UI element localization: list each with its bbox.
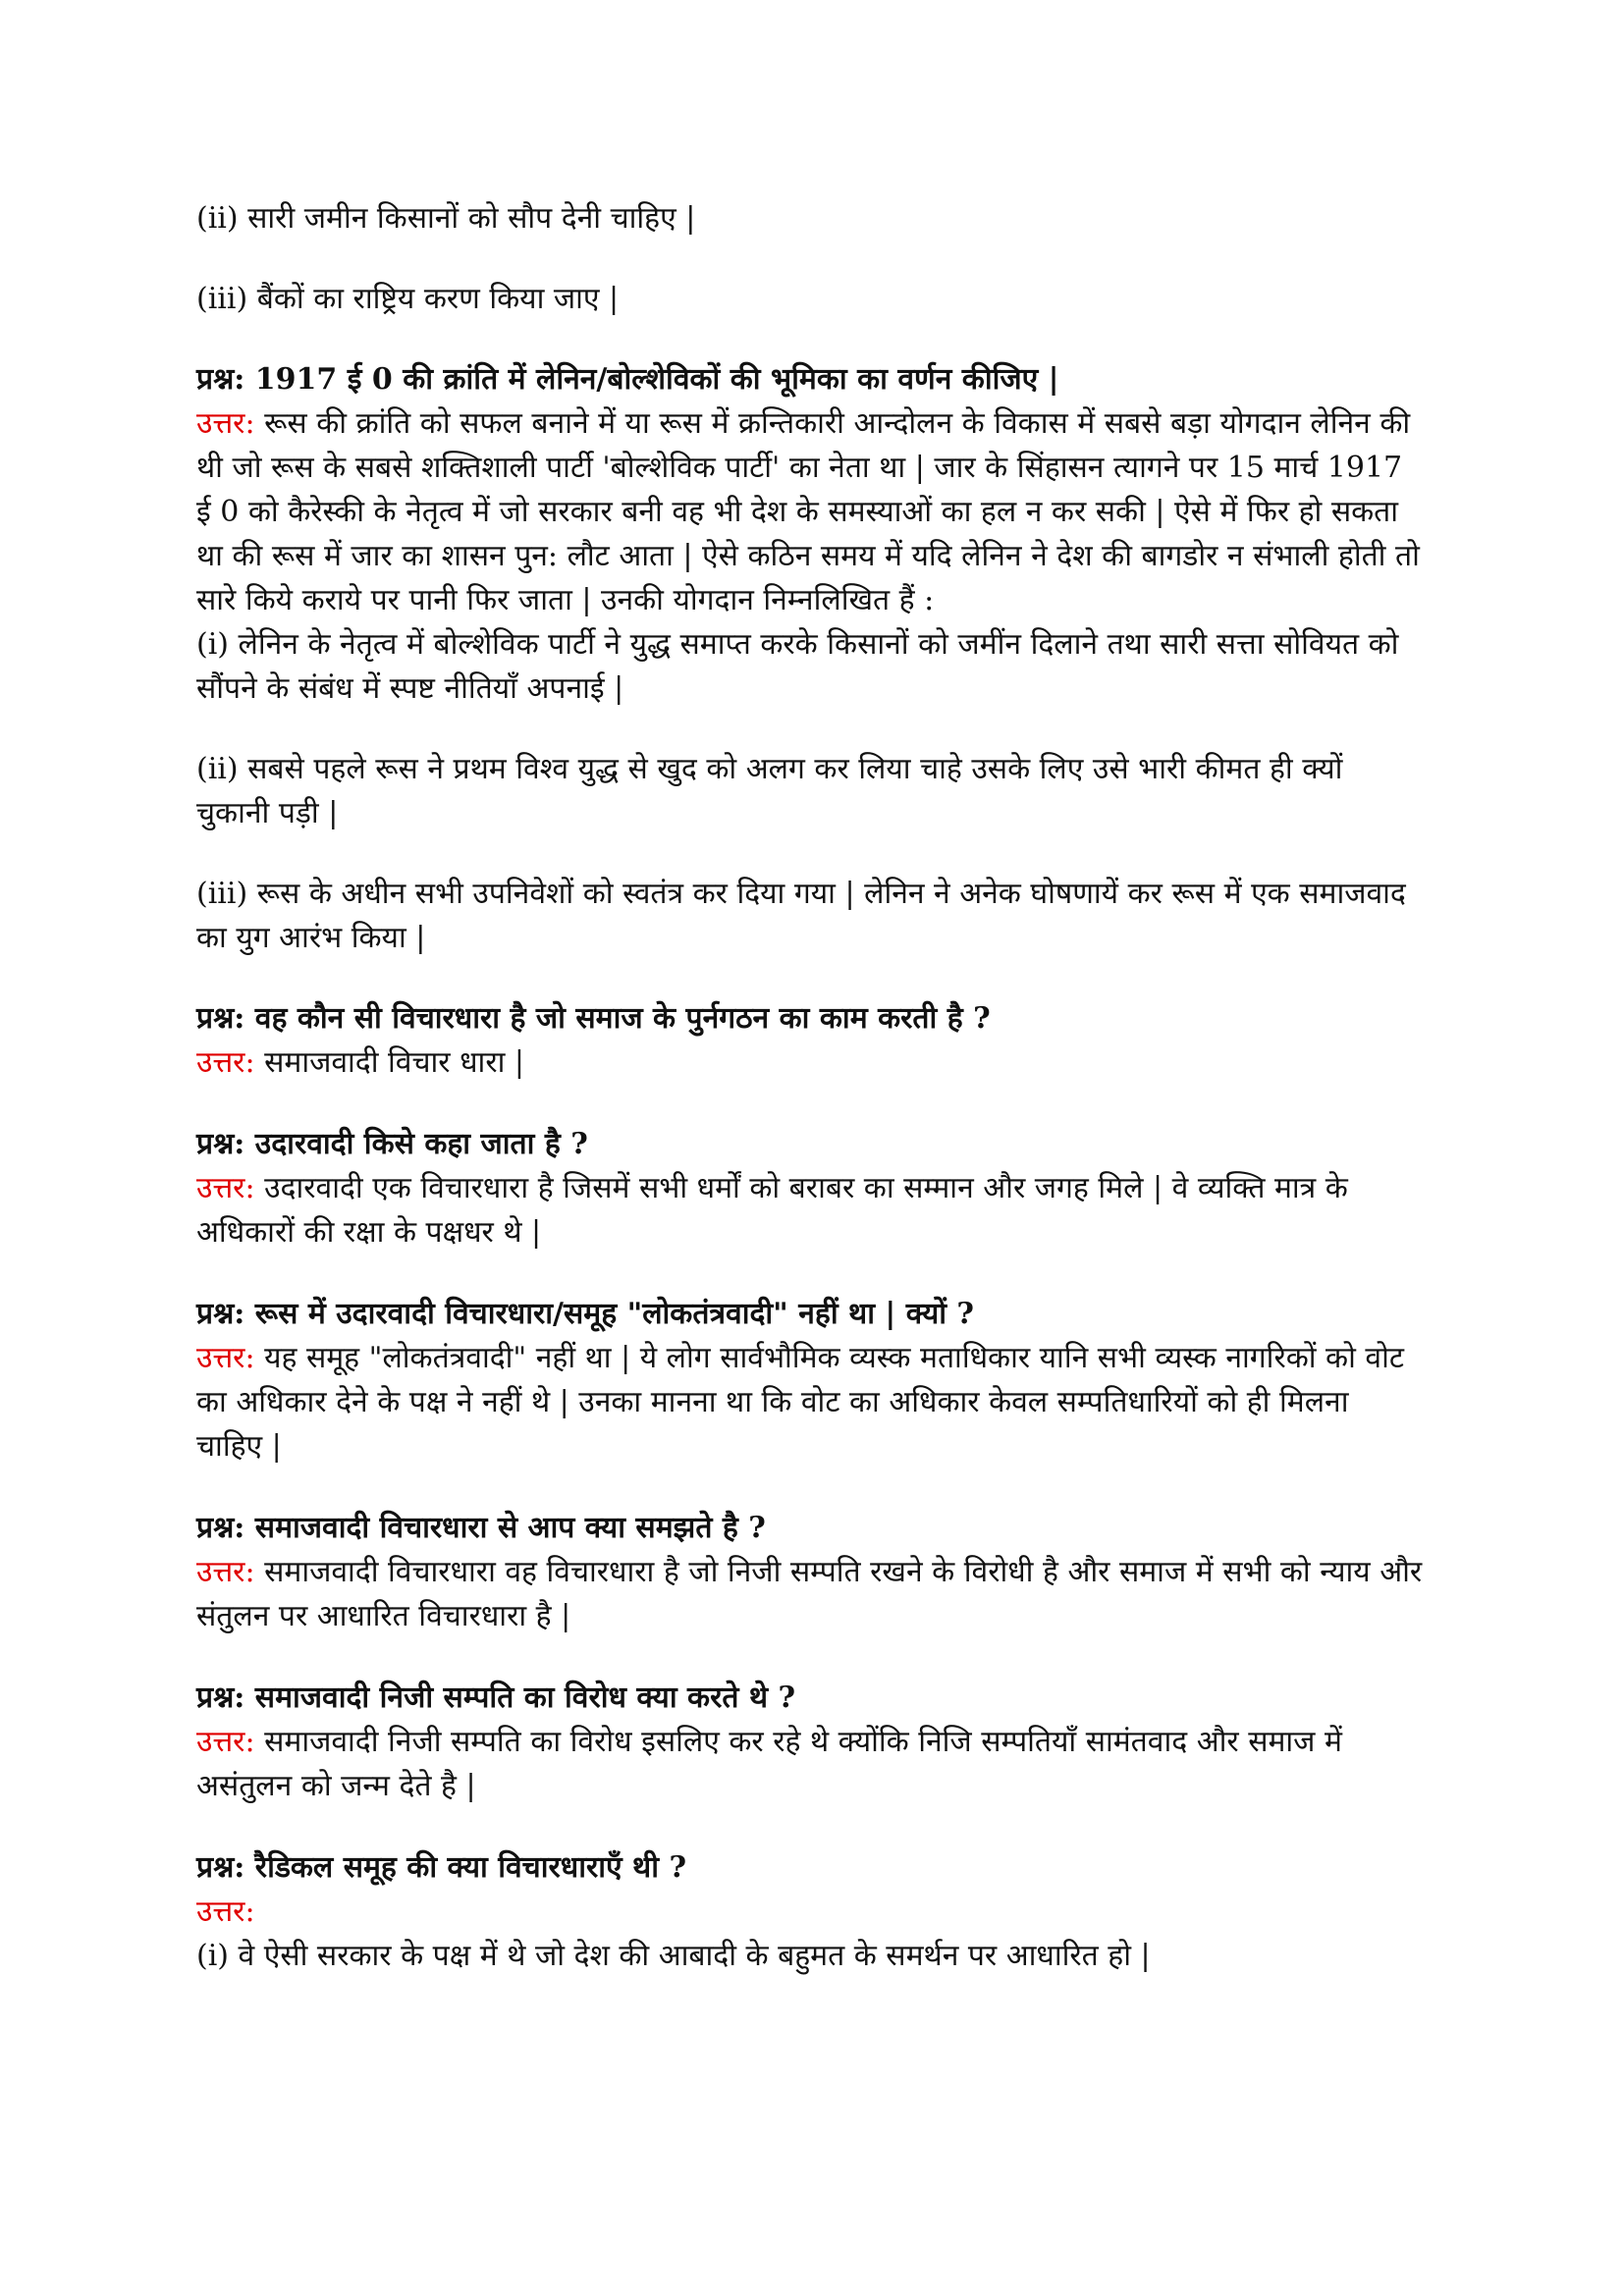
answer-point-iii: (iii) रूस के अधीन सभी उपनिवेशों को स्वतंत्र कर दिया गया | लेनिन ने अनेक घोषणायें कर रूस में एक समाजवाद का युग आरंभ किया |: [196, 877, 1406, 955]
intro-item-ii: (ii) सारी जमीन किसानों को सौप देनी चाहिए |: [196, 201, 696, 236]
answer-paragraph: [196, 401, 1424, 622]
answer-paragraph: [196, 1720, 1424, 1808]
answer-text: समाजवादी विचार धारा |: [254, 1045, 525, 1080]
question-heading: प्रश्न: समाजवादी निजी सम्पति का विरोध क्या करते थे ?: [196, 1681, 796, 1715]
qa-block-liberal-not-democratic: [196, 1292, 1424, 1468]
question-heading: प्रश्न: रूस में उदारवादी विचारधारा/समूह "लोकतंत्रवादी" नहीं था | क्यों ?: [196, 1297, 975, 1331]
answer-paragraph: [196, 1890, 1424, 1934]
qa-block-private-property: [196, 1676, 1424, 1808]
answer-text: उदारवादी एक विचारधारा है जिसमें सभी धर्मों को बराबर का सम्मान और जगह मिले | वे व्यक्ति मात्र के अधिकारों की रक्षा के पक्षधर थे |: [196, 1171, 1348, 1250]
answer-text: समाजवादी निजी सम्पति का विरोध इसलिए कर रहे थे क्योंकि निजि सम्पतियाँ सामंतवाद और समाज में असंतुलन को जन्म देते है |: [196, 1725, 1342, 1803]
qa-block-lenin-role: [196, 357, 1424, 960]
answer-text: रूस की क्रांति को सफल बनाने में या रूस में क्रन्तिकारी आन्दोलन के विकास में सबसे बड़ा योगदान लेनिन की थी जो रूस के सबसे शक्तिशाली पार्टी 'बोल्शेविक पार्टी' का नेता था | जार के सिंहासन त्यागने पर 15 मार्च 1917 ई 0 को कैरेस्की के नेतृत्व में जो सरकार बनी वह भी देश के समस्याओं का हल न कर सकी | ऐसे में फिर हो सकता था की रूस में जार का शासन पुन: लौट आता | ऐसे कठिन समय में यदि लेनिन ने देश की बागडोर न संभाली होती तो सारे किये कराये पर पानी फिर जाता | उनकी योगदान निम्नलिखित हैं :: [196, 406, 1420, 617]
answer-paragraph: [196, 1336, 1424, 1468]
intro-item-iii: (iii) बैंकों का राष्ट्रिय करण किया जाए |: [196, 282, 620, 316]
question-heading: प्रश्न: वह कौन सी विचारधारा है जो समाज के पुर्नगठन का काम करती है ?: [196, 1001, 991, 1036]
answer-paragraph: [196, 1550, 1424, 1638]
answer-point-i: (i) वे ऐसी सरकार के पक्ष में थे जो देश की आबादी के बहुमत के समर्थन पर आधारित हो |: [196, 1939, 1151, 1973]
qa-block-reorganization-ideology: [196, 996, 1424, 1085]
answer-paragraph: [196, 1041, 1424, 1085]
answer-label: उत्तर:: [196, 1045, 255, 1080]
qa-block-liberal-definition: [196, 1122, 1424, 1255]
answer-text: यह समूह "लोकतंत्रवादी" नहीं था | ये लोग सार्वभौमिक व्यस्क मताधिकार यानि सभी व्यस्क नागरिकों को वोट का अधिकार देने के पक्ष ने नहीं थे | उनका मानना था कि वोट का अधिकार केवल सम्पतिधारियों को ही मिलना चाहिए |: [196, 1341, 1404, 1464]
answer-label: उत्तर:: [196, 1555, 255, 1589]
answer-label: उत्तर:: [196, 1725, 255, 1759]
answer-label: उत्तर:: [196, 1171, 255, 1205]
qa-block-radical-ideology: [196, 1845, 1424, 1978]
answer-label: उत्तर:: [196, 1341, 255, 1375]
answer-point-i: (i) लेनिन के नेतृत्व में बोल्शेविक पार्टी ने युद्ध समाप्त करके किसानों को जमींन दिलाने तथा सारी सत्ता सोवियत को सौंपने के संबंध में स्पष्ट नीतियाँ अपनाई |: [196, 627, 1399, 706]
question-heading: प्रश्न: 1917 ई 0 की क्रांति में लेनिन/बोल्शेविकों की भूमिका का वर्णन कीजिए |: [196, 362, 1059, 397]
answer-point-ii: (ii) सबसे पहले रूस ने प्रथम विश्व युद्ध से खुद को अलग कर लिया चाहे उसके लिए उसे भारी कीमत ही क्यों चुकानी पड़ी |: [196, 752, 1343, 830]
question-heading: प्रश्न: रैडिकल समूह की क्या विचारधाराएँ थी ?: [196, 1850, 687, 1885]
document-page: [196, 196, 1424, 2015]
answer-label: उत्तर:: [196, 1895, 255, 1929]
question-heading: प्रश्न: उदारवादी किसे कहा जाता है ?: [196, 1127, 588, 1161]
question-heading: प्रश्न: समाजवादी विचारधारा से आप क्या समझते है ?: [196, 1511, 766, 1545]
qa-block-socialist-meaning: [196, 1506, 1424, 1638]
answer-text: समाजवादी विचारधारा वह विचारधारा है जो निजी सम्पति रखने के विरोधी है और समाज में सभी को न्याय और संतुलन पर आधारित विचारधारा है |: [196, 1555, 1423, 1633]
answer-label: उत्तर:: [196, 406, 255, 441]
answer-paragraph: [196, 1166, 1424, 1255]
